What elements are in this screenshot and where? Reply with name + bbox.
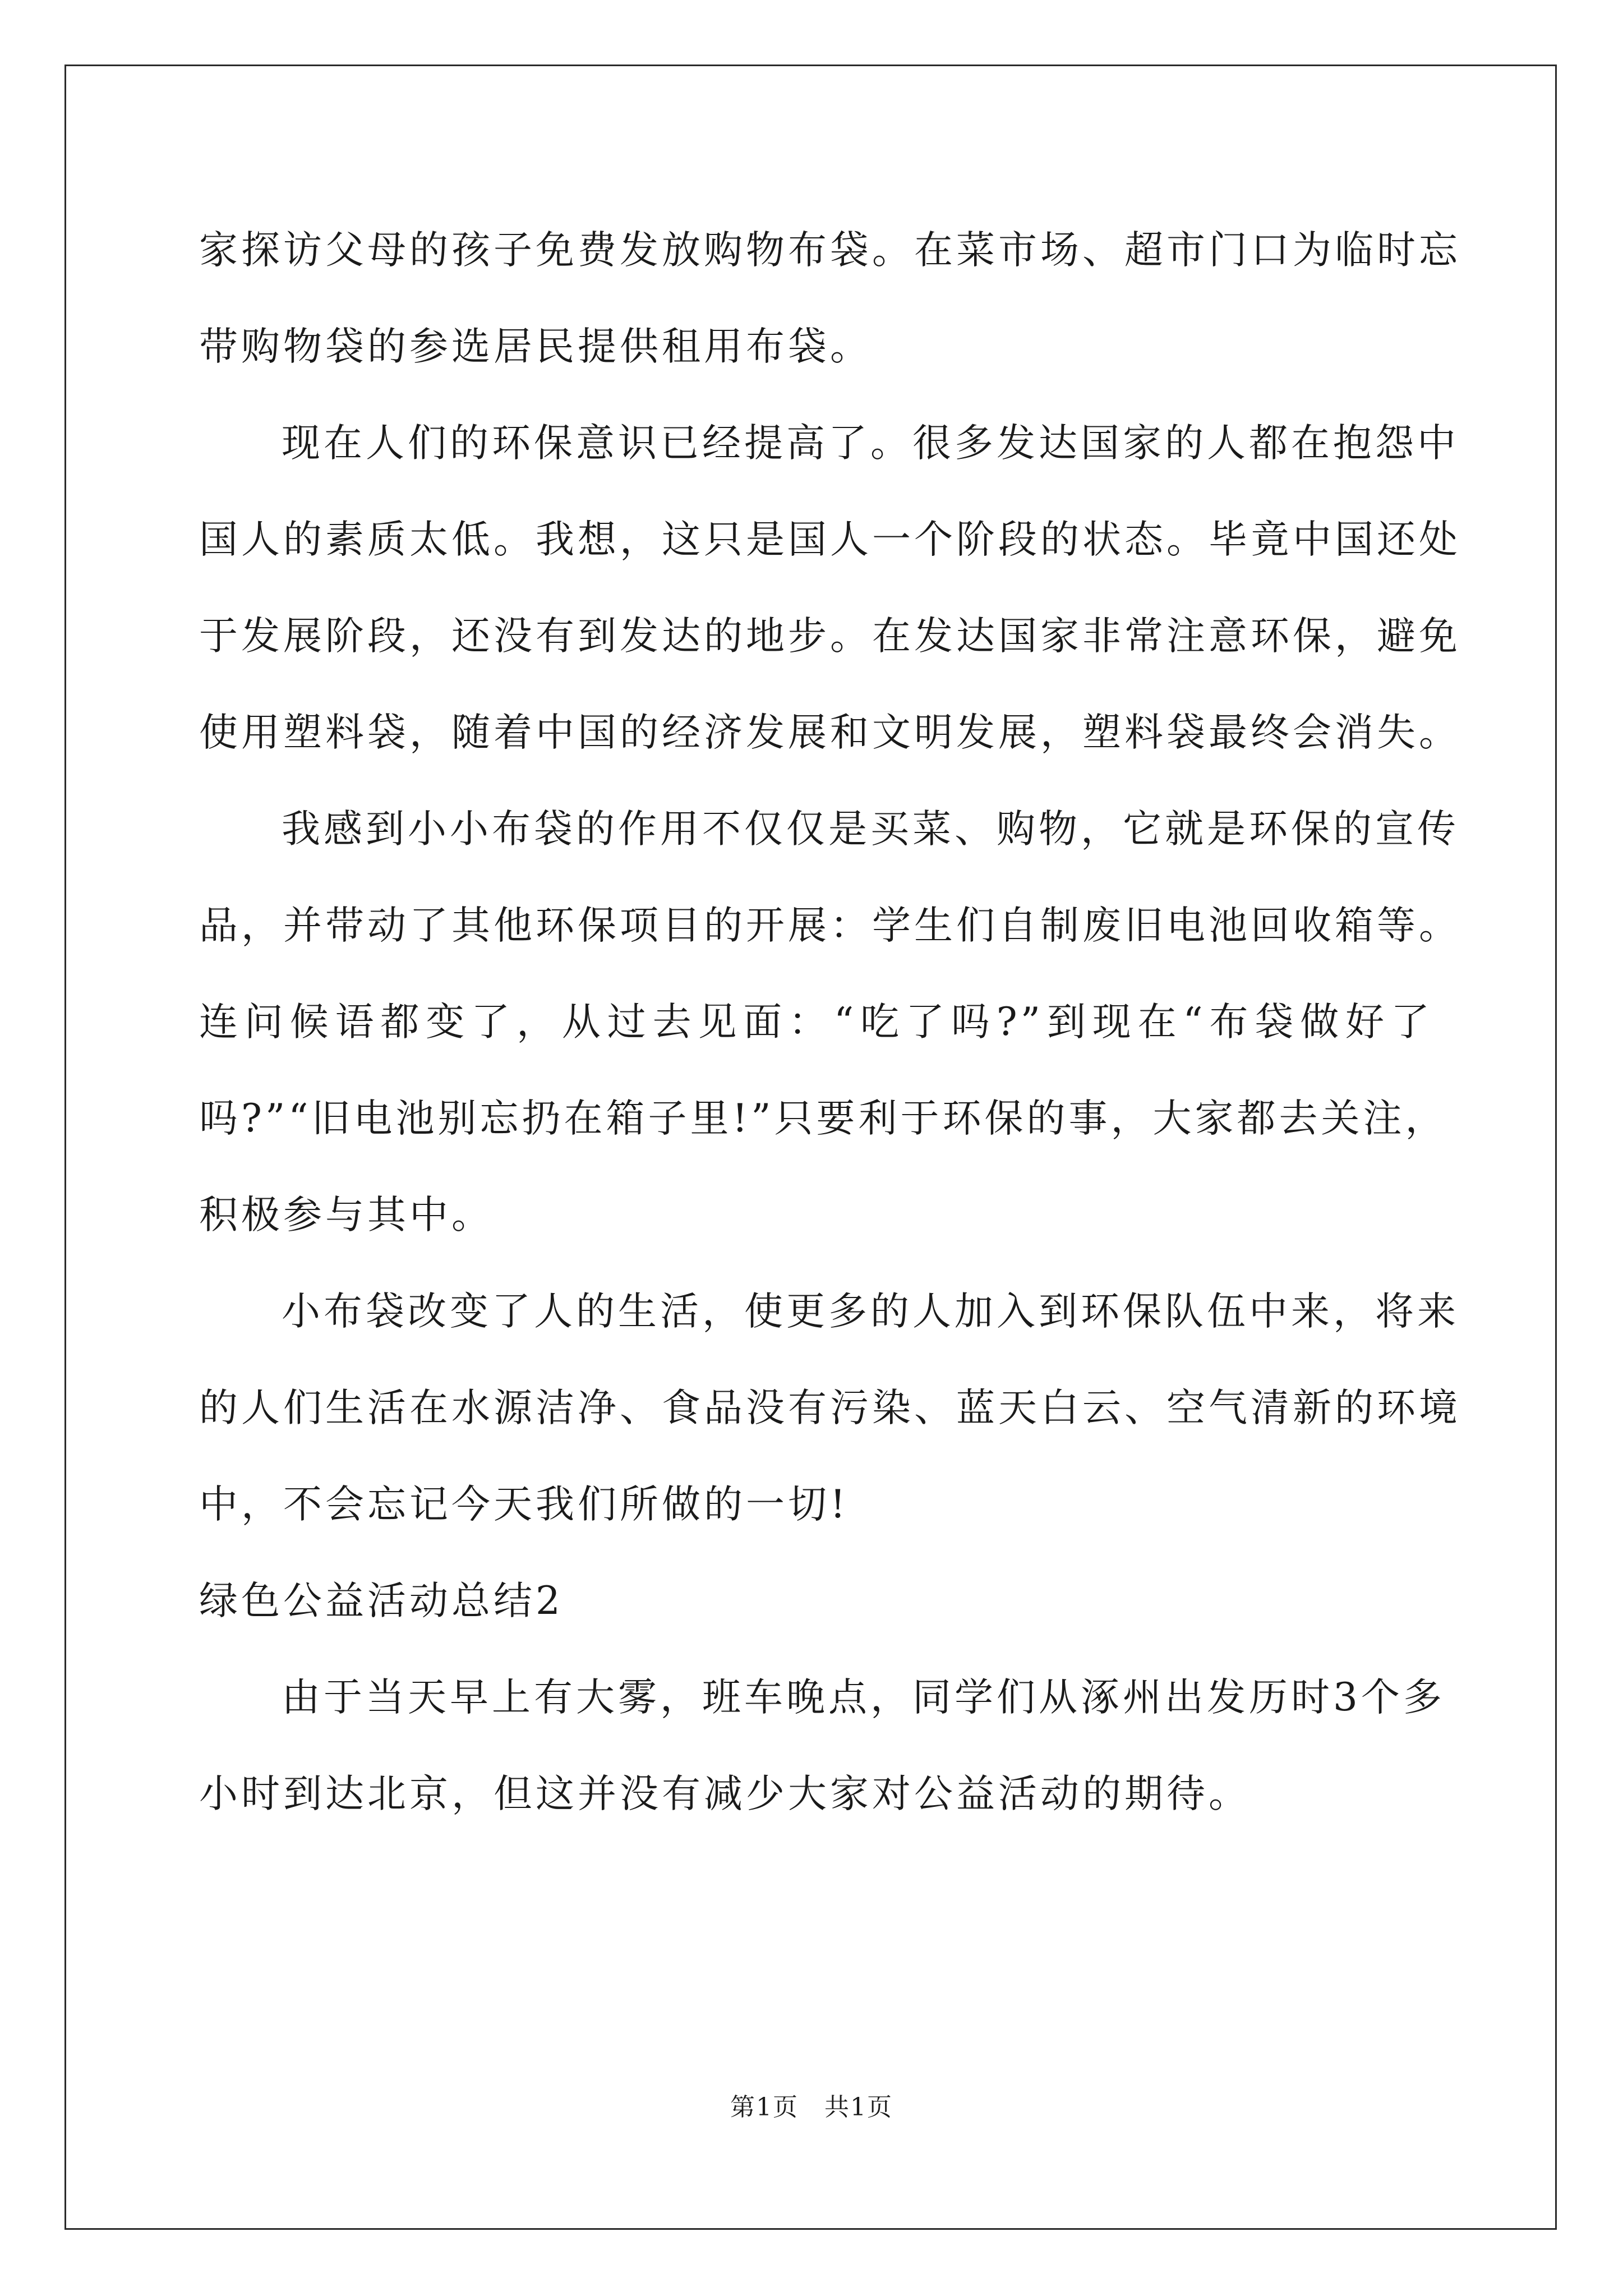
page-number-footer: 第1页 共1页 <box>730 2093 893 2122</box>
paragraph-line: 家探访父母的孩子免费发放购物布袋。在菜市场、超市门口为临时忘 <box>199 228 1461 273</box>
paragraph-line: 现在人们的环保意识已经提高了。很多发达国家的人都在抱怨中 <box>282 421 1459 466</box>
paragraph-line: 带购物袋的参选居民提供租用布袋。 <box>199 324 872 369</box>
paragraph-line: 的人们生活在水源洁净、食品没有污染、蓝天白云、空气清新的环境 <box>199 1386 1461 1430</box>
paragraph-line: 中，不会忘记今天我们所做的一切! <box>199 1482 849 1527</box>
paragraph-line: 连问候语都变了，从过去见面：“吃了吗?”到现在“布袋做好了 <box>199 1000 1433 1045</box>
paragraph-line: 吗?”“旧电池别忘扔在箱子里!”只要利于环保的事，大家都去关注， <box>199 1096 1447 1141</box>
document-body <box>199 213 1461 1853</box>
section-heading: 绿色公益活动总结2 <box>199 1579 564 1623</box>
paragraph-line: 国人的素质太低。我想，这只是国人一个阶段的状态。毕竟中国还处 <box>199 517 1461 562</box>
paragraph-line: 品，并带动了其他环保项目的开展：学生们自制废旧电池回收箱等。 <box>199 903 1461 948</box>
paragraph-line: 于发展阶段，还没有到发达的地步。在发达国家非常注意环保，避免 <box>199 614 1461 659</box>
paragraph-line: 积极参与其中。 <box>199 1193 494 1237</box>
paragraph-line: 小布袋改变了人的生活，使更多的人加入到环保队伍中来，将来 <box>282 1289 1459 1334</box>
paragraph-line: 由于当天早上有大雾，班车晚点，同学们从涿州出发历时3个多 <box>282 1675 1445 1720</box>
paragraph-line: 我感到小小布袋的作用不仅仅是买菜、购物，它就是环保的宣传 <box>282 807 1459 852</box>
paragraph-line: 小时到达北京，但这并没有减少大家对公益活动的期待。 <box>199 1772 1251 1816</box>
paragraph-line: 使用塑料袋，随着中国的经济发展和文明发展，塑料袋最终会消失。 <box>199 710 1461 755</box>
